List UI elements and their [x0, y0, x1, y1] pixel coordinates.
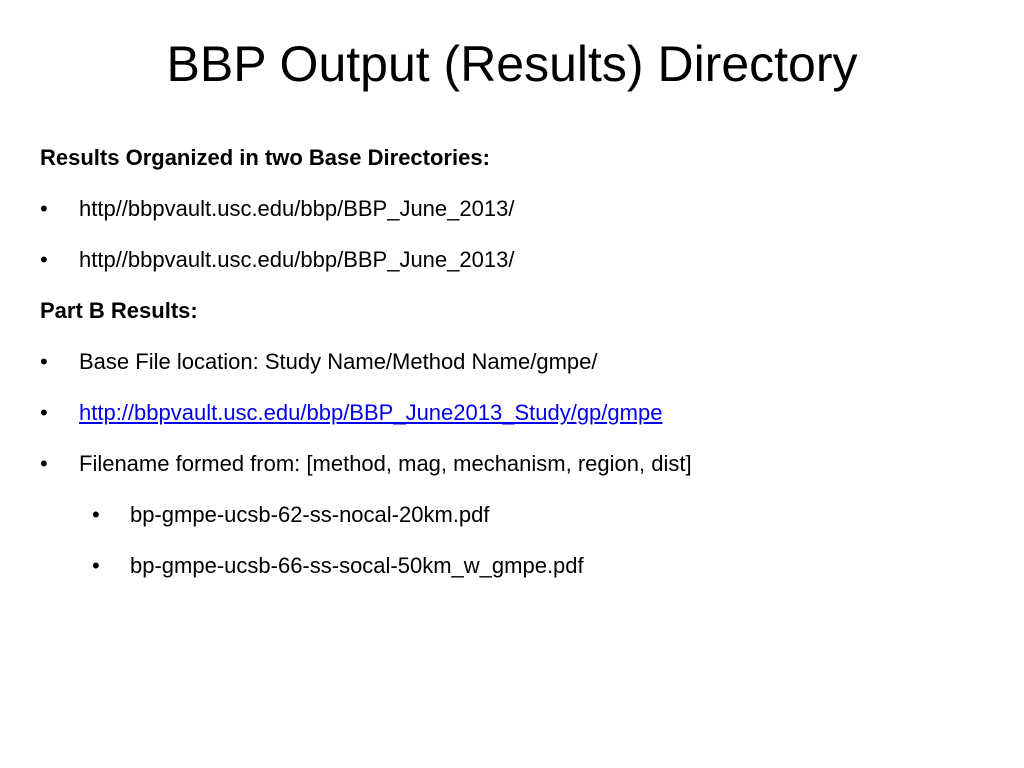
section-heading-base-directories: Results Organized in two Base Directories:	[40, 145, 490, 170]
slide-body	[40, 142, 1000, 601]
example-filename: bp-gmpe-ucsb-66-ss-socal-50km_w_gmpe.pdf	[130, 553, 584, 578]
bullet-icon: •	[40, 247, 48, 272]
list-item-base-directory-1	[40, 193, 1000, 244]
list-item-base-file-location	[40, 346, 1000, 397]
list-item-results-link	[40, 397, 1000, 448]
example-filename: bp-gmpe-ucsb-62-ss-nocal-20km.pdf	[130, 502, 490, 527]
bullet-icon: •	[40, 196, 48, 221]
base-directory-path: http//bbpvault.usc.edu/bbp/BBP_June_2013/	[79, 196, 515, 221]
base-directory-path: http//bbpvault.usc.edu/bbp/BBP_June_2013/	[79, 247, 515, 272]
results-link[interactable]: http://bbpvault.usc.edu/bbp/BBP_June2013_Study/gp/gmpe	[79, 400, 663, 425]
bullet-icon: •	[92, 502, 100, 527]
filename-format-text: Filename formed from: [method, mag, mechanism, region, dist]	[79, 451, 692, 476]
base-file-location-text: Base File location: Study Name/Method Name/gmpe/	[79, 349, 598, 374]
slide-title: BBP Output (Results) Directory	[166, 36, 858, 92]
list-item-example-file-2	[40, 550, 1000, 601]
bullet-icon: •	[40, 451, 48, 476]
list-item-base-directory-2	[40, 244, 1000, 295]
list-item-example-file-1	[40, 499, 1000, 550]
bullet-icon: •	[40, 349, 48, 374]
bullet-icon: •	[40, 400, 48, 425]
bullet-icon: •	[92, 553, 100, 578]
list-item-filename-format	[40, 448, 1000, 499]
section-heading-part-b: Part B Results:	[40, 298, 198, 323]
